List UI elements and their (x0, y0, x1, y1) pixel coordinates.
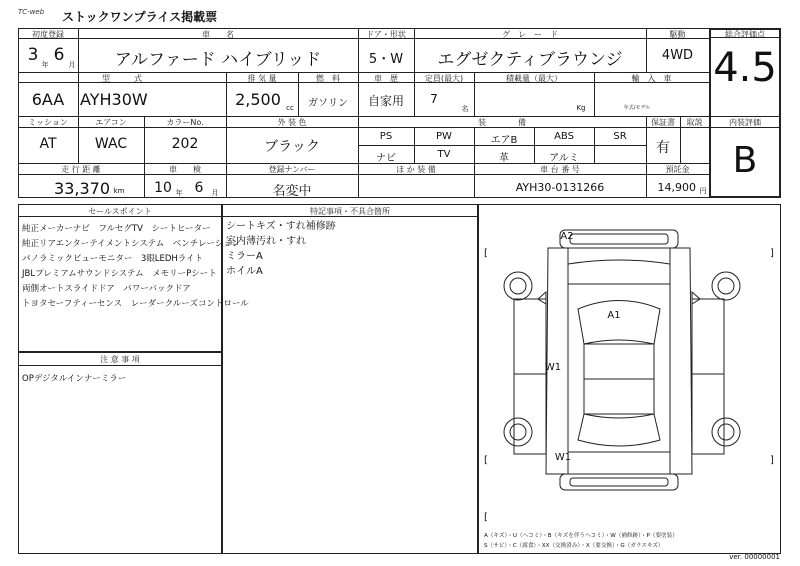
equip-pw: PW (436, 131, 452, 142)
drive-label: 駆動 (669, 30, 686, 39)
capacity-unit: 名 (461, 105, 469, 113)
displacement-unit: cc (286, 104, 294, 112)
category-label: 車 歴 (374, 74, 398, 83)
first-reg-month: 6 (53, 45, 65, 65)
warranty-label: 保証書 (651, 118, 675, 127)
interior-score: B (732, 140, 758, 181)
legend-line-1: A（キズ）・U（ヘコミ）・B（キズを伴うヘコミ）・W（補修跡）・P（要塗装） (484, 533, 678, 539)
manual-label: 取説 (686, 118, 703, 127)
damage-mark-w1-left: W1 (544, 362, 562, 373)
list-item: 純正リアエンターテイメントシステム ベンチレーション (22, 239, 241, 249)
bracket: [ (484, 512, 488, 523)
equip-sr: SR (613, 131, 627, 142)
equip-alloy: アルミ (549, 153, 579, 164)
interior-score-label: 内装評価 (729, 118, 761, 127)
list-item: OPデジタルインナーミラー (22, 374, 127, 384)
reg-number: 名変中 (272, 184, 312, 199)
damage-mark-a2: A2 (560, 231, 574, 242)
displacement-label: 排 気 量 (247, 74, 277, 83)
door-type: 5・W (368, 52, 404, 67)
load-label: 積載量（最大） (506, 74, 562, 83)
inspection-month-unit: 月 (211, 189, 219, 197)
list-item: 室内薄汚れ・すれ (226, 236, 306, 247)
equip-ps: PS (379, 131, 393, 142)
exterior-color: ブラック (264, 139, 320, 155)
special-notes-list (226, 219, 476, 279)
first-reg-year: 3 (27, 45, 39, 65)
door-label: ドア・形状 (366, 30, 406, 39)
bracket: [ (484, 455, 488, 466)
model-type-label: 型 式 (102, 74, 142, 83)
overall-score-label: 総合評価点 (725, 30, 765, 39)
bracket: ] (770, 248, 774, 259)
capacity-label: 定員(最大) (424, 74, 464, 83)
model: AYH30W (80, 90, 148, 109)
list-item: ホイルA (226, 266, 263, 277)
deposit: 14,900 (657, 181, 696, 194)
mission: AT (39, 136, 57, 152)
page-title: ストックワンプライス掲載票 (62, 10, 218, 24)
car-name: アルファード ハイブリッド (114, 50, 322, 70)
fuel-label: 燃 料 (316, 74, 340, 83)
import-note: 年式/モデル (623, 105, 651, 111)
color-no: 202 (171, 136, 199, 152)
grade: エグゼクティブラウンジ (437, 50, 623, 70)
list-item: トヨタセーフティーセンス レーダークルーズコントロール (22, 299, 249, 309)
color-no-label: カラーNo. (166, 118, 204, 127)
inspection-year: 10 (154, 180, 172, 196)
legend-line-2: S（サビ）・C（腐食）・XX（交換済み）・X（要交換）・G（ガラスキズ） (484, 543, 664, 549)
chassis-no: AYH30-0131266 (515, 181, 605, 194)
list-item: パノラミックビューモニター 3眼LEDHライト (22, 254, 204, 264)
fuel: ガソリン (308, 98, 348, 109)
capacity: 7 (430, 92, 438, 106)
version: ver. 00000001 (729, 553, 780, 561)
equip-abs: ABS (554, 131, 574, 142)
mission-label: ミッション (28, 118, 68, 127)
caution-list (22, 372, 220, 387)
grade-label: グ レ ー ド (502, 30, 558, 39)
mileage-label: 走 行 距 離 (61, 165, 101, 174)
list-item: 純正メーカーナビ フルセグTV シートヒーター (22, 224, 211, 234)
year-unit: 年 (41, 61, 49, 69)
list-item: JBLプレミアムサウンドシステム メモリーPシート (22, 269, 217, 279)
equip-tv: TV (437, 149, 451, 160)
equip-leather: 革 (499, 153, 509, 164)
reg-number-label: 登録ナンバー (268, 165, 316, 174)
car-diagram (478, 204, 781, 534)
aircon-label: エアコン (95, 118, 127, 127)
deposit-label: 預託金 (665, 165, 690, 174)
inspection-year-unit: 年 (175, 189, 183, 197)
month-unit: 月 (68, 61, 76, 69)
equip-airbag: エアB (490, 135, 518, 146)
list-item: ミラーA (226, 251, 263, 262)
exterior-label: 外 装 色 (277, 118, 307, 127)
caution-label: 注 意 事 項 (100, 355, 140, 364)
other-equip-label: ほ か 装 備 (396, 165, 436, 174)
category: 自家用 (367, 94, 404, 108)
import-label: 輸 入 車 (631, 74, 672, 83)
aircon: WAC (94, 136, 128, 152)
damage-mark-w1-rear: W1 (554, 452, 572, 463)
chassis-label: 車 台 番 号 (540, 165, 580, 174)
list-item: 両側オートスライドドア パワーバックドア (22, 284, 191, 294)
equipment-label: 装 備 (478, 118, 526, 127)
sales-point-label: セールスポイント (88, 207, 152, 216)
model-code: 6AA (31, 90, 65, 109)
bracket: [ (484, 248, 488, 259)
bracket: ] (770, 455, 774, 466)
drive: 4WD (661, 48, 694, 63)
displacement: 2,500 (235, 90, 281, 109)
mileage: 33,370 (54, 179, 110, 198)
first-reg-label: 初度登録 (32, 30, 64, 39)
load-unit: Kg (576, 104, 586, 112)
warranty: 有 (656, 140, 670, 156)
list-item: シートキズ・すれ補修跡 (226, 221, 336, 232)
car-name-label: 車 名 (202, 30, 234, 39)
damage-mark-a1: A1 (607, 310, 621, 321)
logo: TC-web (18, 8, 45, 16)
overall-score: 4.5 (713, 45, 777, 91)
inspection-label: 車 検 (169, 165, 201, 174)
equip-navi: ナビ (376, 153, 396, 164)
mileage-unit: km (113, 187, 125, 195)
special-notes-label: 特記事項・不具合箇所 (310, 207, 390, 216)
inspection-month: 6 (194, 180, 204, 196)
deposit-unit: 円 (699, 187, 707, 195)
